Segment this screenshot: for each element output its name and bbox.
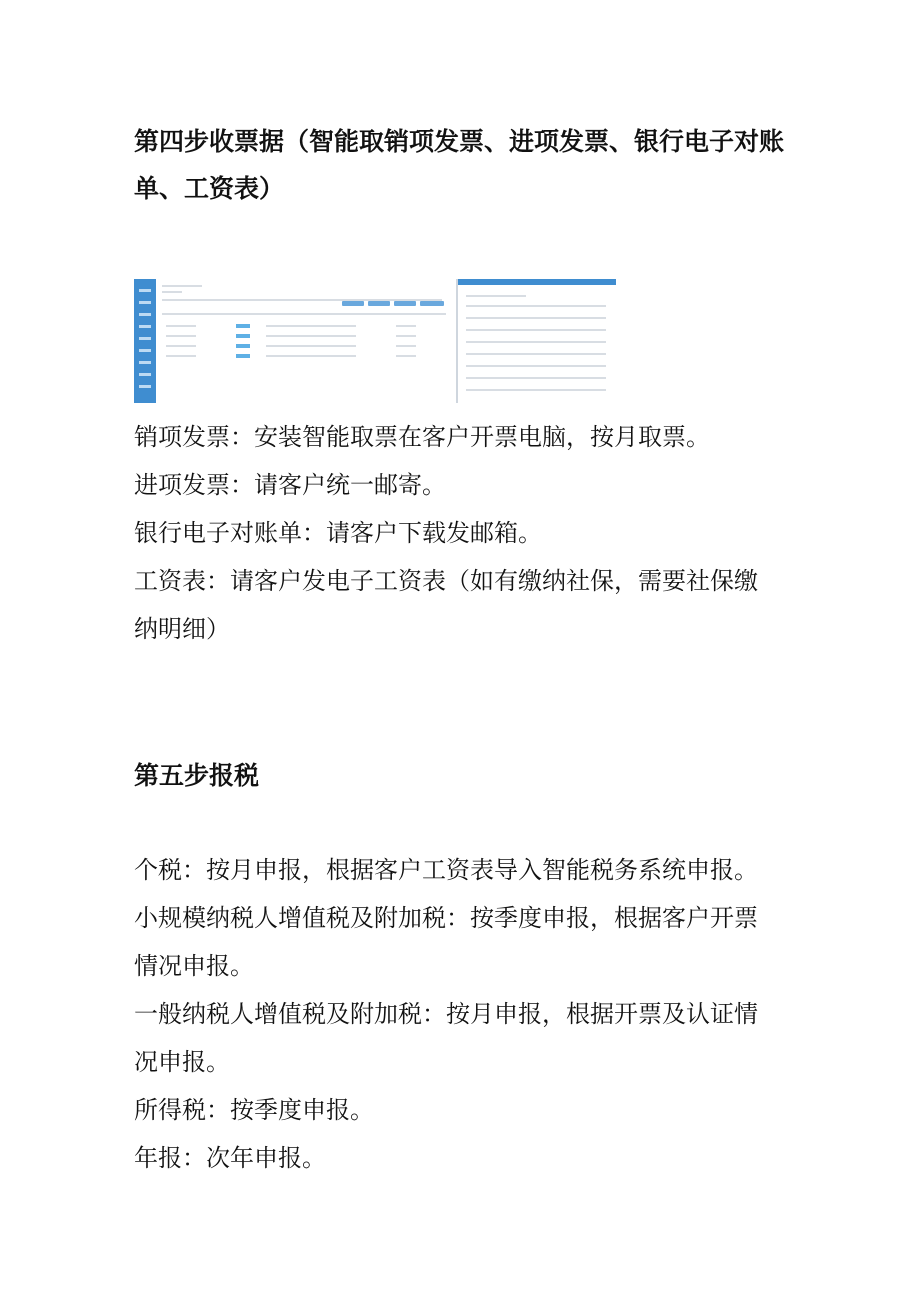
step4-heading-line1: 第四步收票据（智能取销项发票、进项发票、银行电子对账	[134, 127, 785, 156]
step4-input-invoice: 进项发票：请客户统一邮寄。	[134, 471, 446, 499]
step4-heading-line2: 单、工资表）	[134, 174, 285, 203]
step5-small-vat-line1: 小规模纳税人增值税及附加税：按季度申报，根据客户开票	[134, 904, 758, 932]
step5-general-vat-line1: 一般纳税人增值税及附加税：按月申报，根据开票及认证情	[134, 1000, 758, 1028]
screenshot-sidebar	[134, 279, 156, 403]
step5-general-vat-line2: 况申报。	[134, 1048, 230, 1076]
software-screenshot	[134, 279, 616, 403]
step5-income-tax: 所得税：按季度申报。	[134, 1096, 374, 1124]
screenshot-main-area	[156, 279, 456, 403]
step4-payroll-line2: 纳明细）	[134, 615, 230, 643]
step4-sales-invoice: 销项发票：安装智能取票在客户开票电脑，按月取票。	[134, 423, 710, 451]
screenshot-detail-panel	[456, 279, 616, 403]
step5-personal-tax: 个税：按月申报，根据客户工资表导入智能税务系统申报。	[134, 856, 758, 884]
step5-annual-report: 年报：次年申报。	[134, 1144, 326, 1172]
step4-heading	[134, 118, 784, 212]
step4-payroll-line1: 工资表：请客户发电子工资表（如有缴纳社保，需要社保缴	[134, 567, 758, 595]
step5-small-vat-line2: 情况申报。	[134, 952, 254, 980]
step5-heading: 第五步报税	[134, 761, 260, 790]
step4-bank-statement: 银行电子对账单：请客户下载发邮箱。	[134, 519, 542, 547]
